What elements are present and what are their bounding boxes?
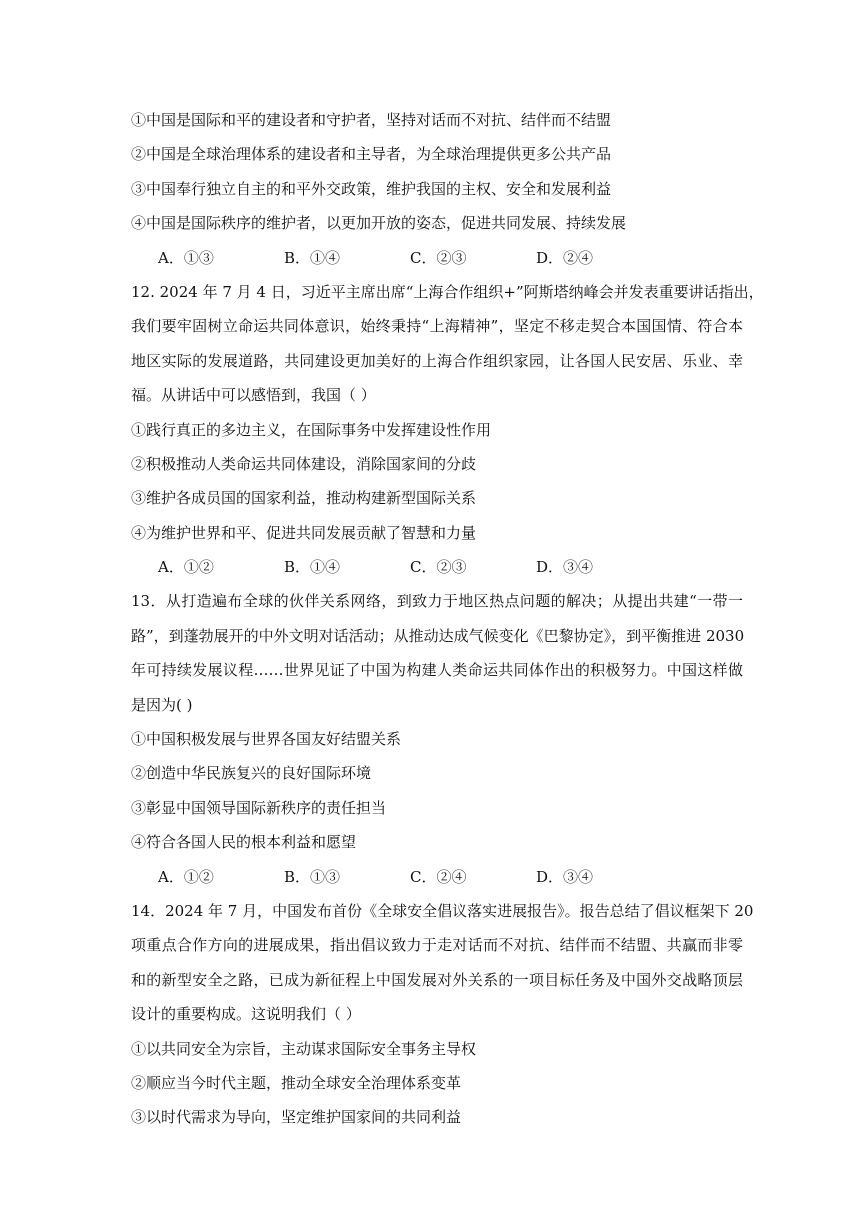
q11-option-2: ②中国是全球治理体系的建设者和主导者，为全球治理提供更多公共产品 (131, 145, 612, 164)
q12-stem-line-2: 我们要牢固树立命运共同体意识，始终秉持“上海精神”，坚定不移走契合本国国情、符合本 (131, 317, 743, 336)
q13-option-4: ④符合各国人民的根本利益和愿望 (131, 833, 357, 852)
q12-answer-choices (131, 556, 743, 579)
q13-option-3: ③彰显中国领导国际新秩序的责任担当 (131, 798, 387, 817)
q12-option-1: ①践行真正的多边主义，在国际事务中发挥建设性作用 (131, 420, 492, 439)
q13-stem-line-3: 年可持续发展议程……世界见证了中国为构建人类命运共同体作出的积极努力。中国这样做 (131, 661, 743, 680)
q12-answer-c: C．②③ (410, 558, 467, 577)
q11-option-4: ④中国是国际秩序的维护者，以更加开放的姿态，促进共同发展、持续发展 (131, 214, 627, 233)
q14-stem-line-4: 设计的重要构成。这说明我们（ ） (131, 1005, 361, 1024)
q11-answer-a: A．①③ (158, 248, 214, 267)
q13-stem-line-2: 路”，到蓬勃展开的中外文明对话活动；从推动达成气候变化《巴黎协定》，到平衡推进 2030 (131, 626, 745, 645)
q13-stem-line-4: 是因为( ) (131, 695, 193, 714)
q12-answer-a: A．①② (158, 558, 214, 577)
q12-stem-line-4: 福。从讲话中可以感悟到，我国（ ） (131, 386, 376, 405)
q12-answer-b: B．①④ (284, 558, 341, 577)
q12-option-3: ③维护各成员国的国家利益，推动构建新型国际关系 (131, 489, 477, 508)
q13-stem-line-1: 13．从打造遍布全球的伙伴关系网络，到致力于地区热点问题的解决；从提出共建“一带一 (131, 592, 743, 611)
q12-option-2: ②积极推动人类命运共同体建设，消除国家间的分歧 (131, 454, 477, 473)
q13-option-2: ②创造中华民族复兴的良好国际环境 (131, 764, 372, 783)
q11-option-1: ①中国是国际和平的建设者和守护者，坚持对话而不对抗、结伴而不结盟 (131, 111, 612, 129)
q11-answer-c: C．②③ (410, 248, 467, 267)
q14-stem-line-3: 和的新型安全之路，已成为新征程上中国发展对外关系的一项目标任务及中国外交战略顶层 (131, 970, 743, 989)
q13-answer-c: C．②④ (410, 867, 467, 886)
q14-stem-line-2: 项重点合作方向的进展成果，指出倡议致力于走对话而不对抗、结伴而不结盟、共赢而非零 (131, 936, 743, 955)
q13-answer-choices (131, 866, 743, 889)
q14-option-3: ③以时代需求为导向，坚定维护国家间的共同利益 (131, 1108, 462, 1127)
q14-stem-line-1: 14．2024 年 7 月，中国发布首份《全球安全倡议落实进展报告》。报告总结了倡议框架下 20 (131, 901, 754, 920)
q13-answer-b: B．①③ (284, 867, 341, 886)
q14-option-1: ①以共同安全为宗旨，主动谋求国际安全事务主导权 (131, 1039, 477, 1058)
q11-answer-d: D．②④ (536, 248, 594, 267)
q12-stem-line-1: 12. 2024 年 7 月 4 日，习近平主席出席“上海合作组织+”阿斯塔纳峰会并发表重要讲话指出， (131, 282, 764, 301)
q12-answer-d: D．③④ (536, 558, 594, 577)
q12-stem-line-3: 地区实际的发展道路，共同建设更加美好的上海合作组织家园，让各国人民安居、乐业、幸 (131, 351, 743, 370)
q13-option-1: ①中国积极发展与世界各国友好结盟关系 (131, 730, 402, 749)
q13-answer-d: D．③④ (536, 867, 594, 886)
q11-option-3: ③中国奉行独立自主的和平外交政策，维护我国的主权、安全和发展利益 (131, 179, 612, 198)
q13-answer-a: A．①② (158, 867, 214, 886)
q11-answer-choices (131, 247, 743, 270)
q14-option-2: ②顺应当今时代主题，推动全球安全治理体系变革 (131, 1073, 462, 1092)
q11-answer-b: B．①④ (284, 248, 341, 267)
question-content (131, 109, 764, 1141)
q12-option-4: ④为维护世界和平、促进共同发展贡献了智慧和力量 (131, 523, 477, 542)
